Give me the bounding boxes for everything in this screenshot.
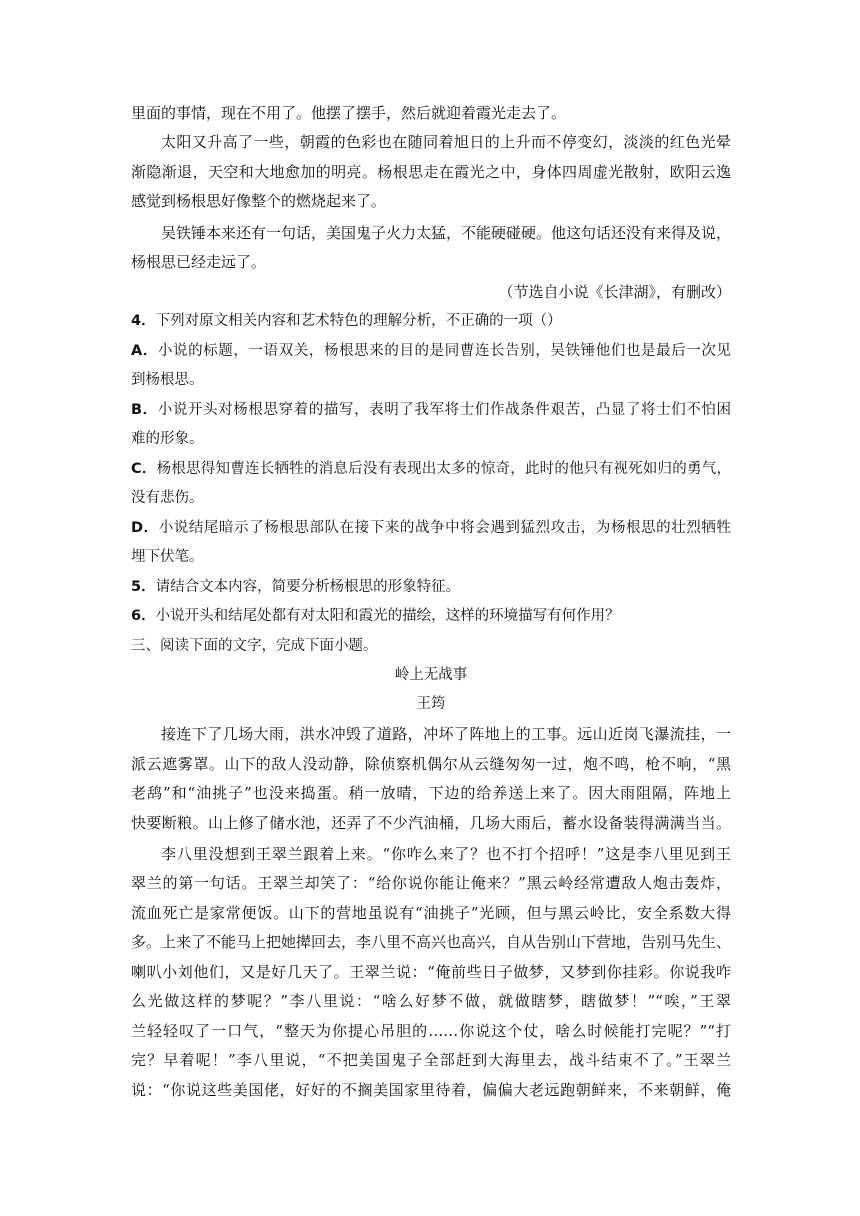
passage-line: 接连下了几场大雨，洪水冲毁了道路，冲坏了阵地上的工事。远山近岗飞瀑流挂，一 [161, 725, 731, 743]
passage-line: 兰轻轻叹了一口气，“整天为你提心吊胆的……你说这个仗，啥么时候能打完呢？”“打 [131, 1022, 731, 1040]
passage-line: 派云遮雾罩。山下的敌人没动静，除侦察机偶尔从云缝匆匆一过，炮不鸣，枪不响，“黑 [131, 755, 731, 773]
option-c-cont: 没有悲伤。 [131, 490, 204, 506]
option-text: 小说的标题，一语双关，杨根思来的目的是同曹连长告别，吴铁锤他们也是最后一次见 [157, 343, 731, 359]
option-text: 小说结尾暗示了杨根思部队在接下来的战争中将会遇到猛烈攻击，为杨根思的壮烈牺牲 [158, 520, 731, 536]
article-author: 王筠 [416, 696, 446, 712]
question-number: 4． [131, 313, 156, 329]
option-b [131, 400, 731, 420]
option-text: 小说开头对杨根思穿着的描写，表明了我军将士们作战条件艰苦，凸显了将士们不怕困 [157, 402, 731, 418]
section-heading: 三、阅读下面的文字，完成下面小题。 [131, 638, 378, 654]
question-text: 小说开头和结尾处都有对太阳和霞光的描绘，这样的环境描写有何作用？ [155, 608, 620, 624]
passage-line: 么光做这样的梦呢？”李八里说：“啥么好梦不做，就做瞎梦，瞎做梦！”“唉，”王翠 [131, 992, 731, 1010]
question-text: 请结合文本内容，简要分析杨根思的形象特征。 [155, 579, 461, 595]
passage-line: 快要断粮。山上修了储水池，还弄了不少汽油桶，几场大雨后，蓄水设备装得满满当当。 [131, 814, 731, 832]
passage-line: 李八里没想到王翠兰跟着上来。“你咋么来了？也不打个招呼！”这是李八里见到王 [161, 845, 731, 863]
option-a [131, 341, 731, 361]
question-6 [131, 606, 731, 626]
option-d [131, 518, 731, 538]
passage-line: 感觉到杨根思好像整个的燃烧起来了。 [131, 192, 387, 210]
passage-line: 完？早着呢！”李八里说，“不把美国鬼子全部赶到大海里去，战斗结束不了。”王翠兰 [131, 1051, 731, 1069]
question-4 [131, 311, 731, 331]
passage-line: 翠兰的第一句话。王翠兰却笑了：“给你说你能让俺来？”黑云岭经常遭敌人炮击轰炸， [131, 874, 731, 892]
passage-line: 吴铁锤本来还有一句话，美国鬼子火力太猛，不能硬碰硬。他这句话还没有来得及说， [161, 224, 732, 242]
option-a-cont: 到杨根思。 [131, 372, 204, 388]
question-5 [131, 577, 731, 597]
passage-source: （节选自小说《长津湖》，有删改） [498, 283, 731, 301]
passage-line: 流血死亡是家常便饭。山下的营地虽说有“油挑子”光顾，但与黑云岭比，安全系数大得 [131, 904, 731, 922]
passage-line: 杨根思已经走远了。 [131, 253, 267, 271]
passage-line: 喇叭小刘他们，又是好几天了。王翠兰说：“俺前些日子做梦，又梦到你挂彩。你说我咋 [131, 963, 731, 981]
option-key: A． [131, 343, 158, 359]
question-number: 6． [131, 608, 156, 624]
option-key: D． [131, 520, 159, 536]
passage-line: 说：“你说这些美国佬，好好的不搁美国家里待着，偏偏大老远跑朝鲜来，不来朝鲜，俺 [131, 1081, 731, 1099]
passage-line: 老鸹”和“油挑子”也没来捣蛋。稍一放晴，下边的给养送上来了。因大雨阻隔，阵地上 [131, 784, 731, 802]
option-key: B． [131, 402, 158, 418]
question-number: 5． [131, 579, 156, 595]
option-text: 杨根思得知曹连长牺牲的消息后没有表现出太多的惊奇，此时的他只有视死如归的勇气， [156, 461, 731, 477]
option-c [131, 459, 731, 479]
passage-line: 里面的事情，现在不用了。他摆了摆手，然后就迎着霞光走去了。 [131, 104, 567, 122]
passage-line: 太阳又升高了一些，朝霞的色彩也在随同着旭日的上升而不停变幻，淡淡的红色光晕 [161, 133, 731, 151]
passage-line: 渐隐渐退，天空和大地愈加的明亮。杨根思走在霞光之中，身体四周虚光散射，欧阳云逸 [131, 163, 731, 181]
passage-line: 多。上来了不能马上把她撵回去，李八里不高兴也高兴，自从告别山下营地，告别马先生、 [131, 933, 732, 951]
article-title: 岭上无战事 [394, 667, 468, 683]
option-b-cont: 难的形象。 [131, 431, 204, 447]
option-key: C． [131, 461, 157, 477]
option-d-cont: 埋下伏笔。 [131, 549, 204, 565]
question-text: 下列对原文相关内容和艺术特色的理解分析，不正确的一项（） [155, 313, 562, 329]
